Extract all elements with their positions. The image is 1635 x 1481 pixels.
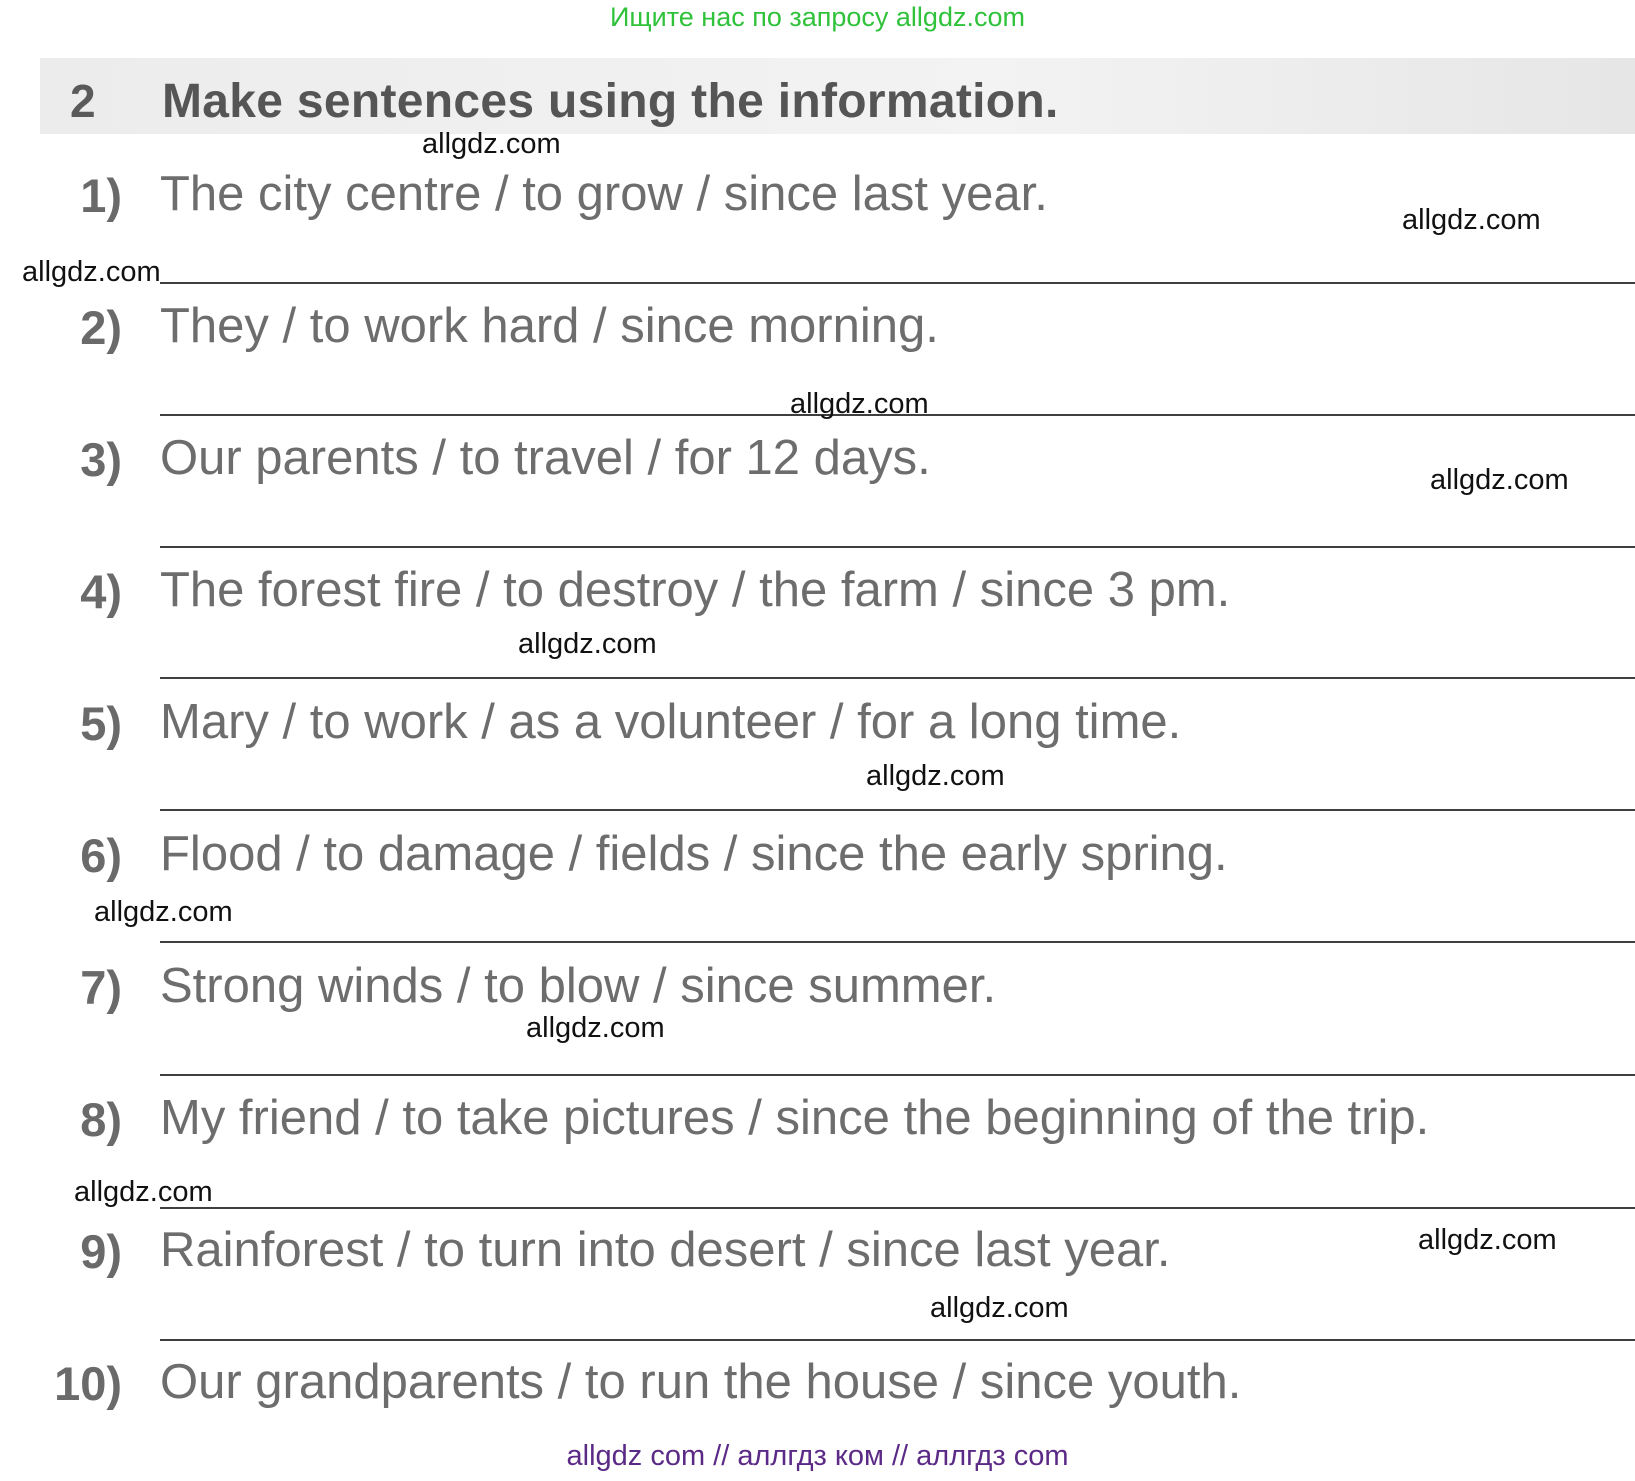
item-number: 10) — [54, 1357, 122, 1410]
answer-line[interactable] — [160, 282, 1635, 284]
watermark: allgdz.com — [1418, 1224, 1557, 1256]
item-prompt: Our parents / to travel / for 12 days. — [160, 431, 931, 485]
watermark: allgdz.com — [94, 896, 233, 928]
item-prompt: Flood / to damage / fields / since the early spring. — [160, 827, 1228, 881]
answer-line[interactable] — [160, 1207, 1635, 1209]
watermark: allgdz.com — [790, 388, 929, 420]
item-number: 8) — [80, 1093, 122, 1146]
watermark: allgdz.com — [22, 256, 161, 288]
item-prompt: Rainforest / to turn into desert / since last year. — [160, 1223, 1171, 1277]
item-number: 6) — [80, 829, 122, 882]
answer-line[interactable] — [160, 677, 1635, 679]
item-prompt: Our grandparents / to run the house / since youth. — [160, 1355, 1242, 1409]
item-number: 9) — [80, 1225, 122, 1278]
task-title: Make sentences using the information. — [162, 75, 1059, 128]
watermark: allgdz.com — [1430, 464, 1569, 496]
answer-line[interactable] — [160, 1339, 1635, 1341]
answer-line[interactable] — [160, 546, 1635, 548]
answer-line[interactable] — [160, 809, 1635, 811]
watermark: allgdz.com — [866, 760, 1005, 792]
task-number: 2 — [70, 75, 96, 127]
item-prompt: The forest fire / to destroy / the farm / since 3 pm. — [160, 563, 1231, 617]
watermark: allgdz.com — [1402, 204, 1541, 236]
item-number: 2) — [80, 301, 122, 354]
item-number: 5) — [80, 697, 122, 750]
top-banner: Ищите нас по запросу allgdz.com — [610, 2, 1025, 32]
answer-line[interactable] — [160, 941, 1635, 943]
item-number: 4) — [80, 565, 122, 618]
item-prompt: The city centre / to grow / since last year. — [160, 167, 1048, 221]
watermark: allgdz.com — [518, 628, 657, 660]
item-number: 3) — [80, 433, 122, 486]
watermark: allgdz.com — [422, 128, 561, 160]
item-number: 1) — [80, 169, 122, 222]
item-prompt: My friend / to take pictures / since the beginning of the trip. — [160, 1091, 1430, 1145]
footer-links: allgdz com // аллгдз ком // аллгдз com — [566, 1440, 1069, 1472]
watermark: allgdz.com — [526, 1012, 665, 1044]
item-prompt: Strong winds / to blow / since summer. — [160, 959, 997, 1013]
item-prompt: They / to work hard / since morning. — [160, 299, 939, 353]
answer-line[interactable] — [160, 1074, 1635, 1076]
watermark: allgdz.com — [74, 1176, 213, 1208]
item-prompt: Mary / to work / as a volunteer / for a long time. — [160, 695, 1182, 749]
item-number: 7) — [80, 961, 122, 1014]
watermark: allgdz.com — [930, 1292, 1069, 1324]
